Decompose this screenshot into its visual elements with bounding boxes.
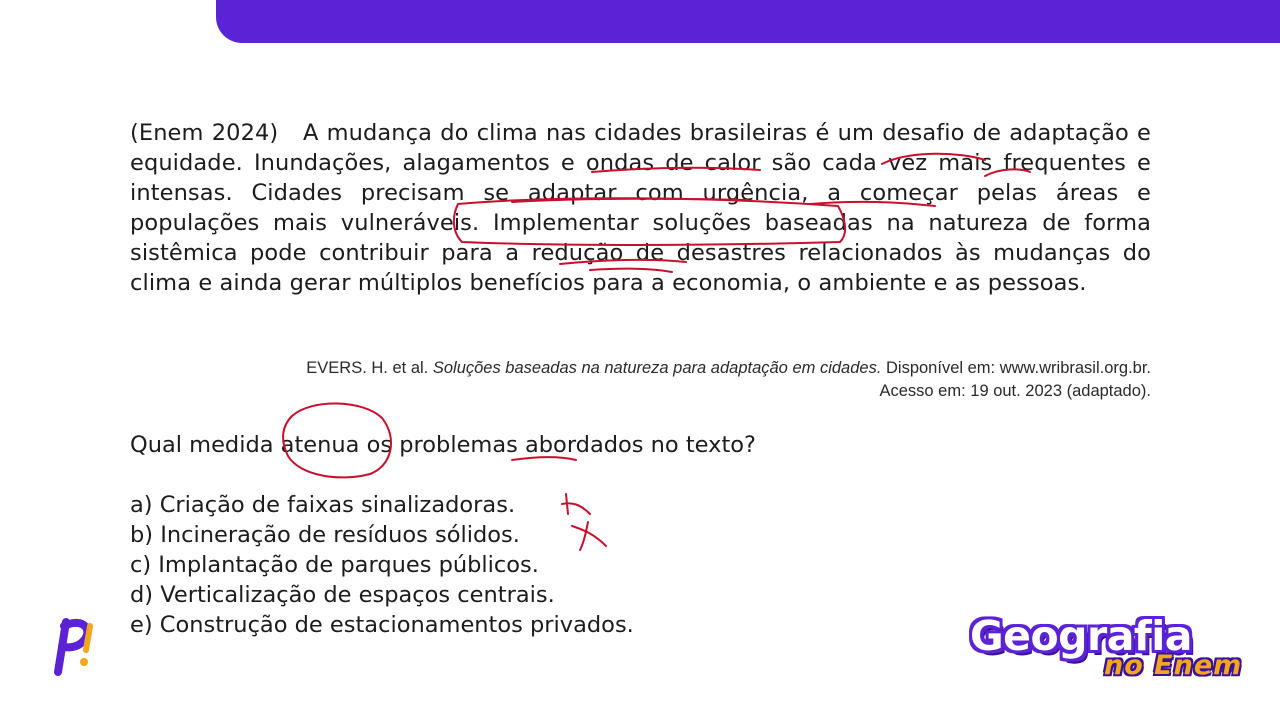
passage-source: (Enem 2024) (130, 120, 279, 146)
option-c[interactable]: c) Implantação de parques públicos. (130, 552, 539, 578)
answer-options (130, 490, 634, 640)
brand-main-text: Geografia (970, 612, 1192, 660)
citation-title: Soluções baseadas na natureza para adaptação em cidades. (432, 359, 882, 377)
citation-author: EVERS. H. et al. (306, 359, 429, 377)
option-e[interactable]: e) Construção de estacionamentos privados. (130, 612, 634, 638)
option-a[interactable]: a) Criação de faixas sinalizadoras. (130, 492, 516, 518)
question-text: Qual medida atenua os problemas abordados no texto? (130, 432, 756, 458)
citation-access: Acesso em: 19 out. 2023 (adaptado). (879, 382, 1151, 400)
passage-body: A mudança do clima nas cidades brasileiras é um desafio de adaptação e equidade. Inundações, alagamentos e ondas de calor são cada vez mais frequentes e intensas. Cidades precisam se adaptar com urgência, a começar pelas áreas e populações mais vulneráveis. Implementar soluções baseadas na natureza de forma sistêmica pode contribuir para a redução de desastres relacionados às mudanças do clima e ainda gerar múltiplos benefícios para a economia, o ambiente e as pessoas. (130, 120, 1151, 296)
brand-logo (960, 612, 1250, 692)
header-bar (216, 0, 1280, 43)
p-logo-icon (40, 612, 100, 676)
option-d[interactable]: d) Verticalização de espaços centrais. (130, 582, 555, 608)
passage-text (130, 118, 1151, 298)
option-b[interactable]: b) Incineração de resíduos sólidos. (130, 522, 520, 548)
brand-sub-text: no Enem (1104, 650, 1243, 681)
citation-available: Disponível em: www.wribrasil.org.br. (886, 359, 1151, 377)
citation (130, 357, 1151, 403)
